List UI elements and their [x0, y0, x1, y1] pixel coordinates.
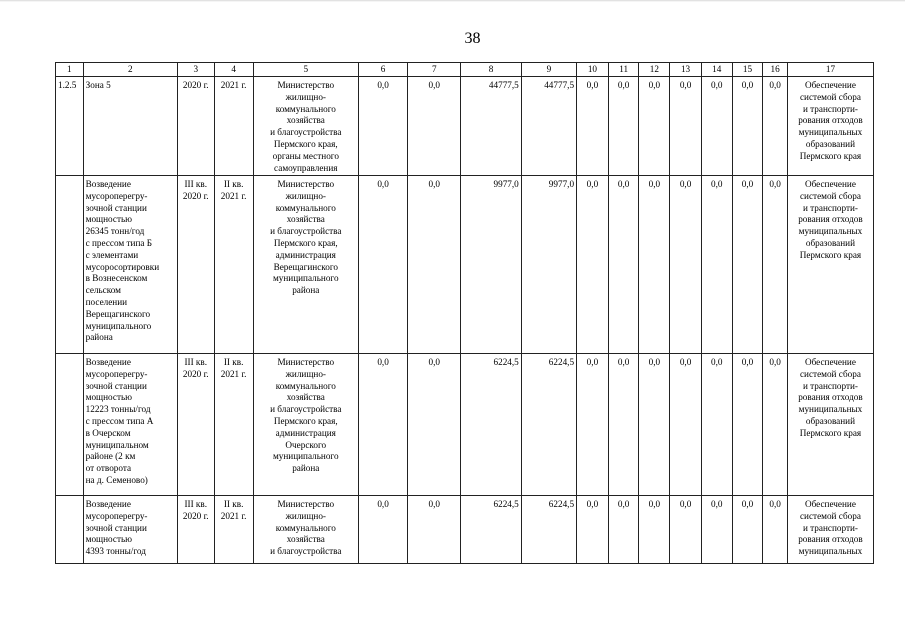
column-header: 11	[608, 63, 639, 77]
activity-name-cell: Зона 5	[83, 77, 177, 176]
value-cell: 0,0	[608, 354, 639, 496]
column-number-row	[56, 63, 874, 77]
value-cell: 0,0	[577, 496, 609, 564]
value-cell: 9977,0	[461, 176, 521, 354]
value-cell: 9977,0	[521, 176, 576, 354]
item-number-cell	[56, 176, 84, 354]
value-cell: 0,0	[670, 77, 702, 176]
column-header: 2	[83, 63, 177, 77]
value-cell: 0,0	[359, 496, 408, 564]
value-cell: 0,0	[701, 354, 732, 496]
start-date-cell: 2020 г.	[177, 77, 214, 176]
value-cell: 0,0	[670, 354, 702, 496]
result-cell: Обеспечение системой сбора и транспорти- рования отходов муниципальных образований Пермского края	[787, 354, 873, 496]
column-header: 6	[359, 63, 408, 77]
activity-name-cell: Возведение мусороперегру- зочной станции мощностью 12223 тонны/год с прессом типа А в Очерском муниципальном районе (2 км от отворота на д. Семеново)	[83, 354, 177, 496]
value-cell: 0,0	[763, 77, 788, 176]
column-header: 7	[408, 63, 461, 77]
value-cell: 0,0	[763, 176, 788, 354]
end-date-cell: 2021 г.	[214, 77, 253, 176]
value-cell: 0,0	[732, 176, 763, 354]
value-cell: 6224,5	[521, 496, 576, 564]
executor-cell: Министерство жилищно- коммунального хозяйства и благоустройства Пермского края, администрация Очерского муниципального района	[253, 354, 358, 496]
value-cell: 0,0	[701, 77, 732, 176]
value-cell: 0,0	[608, 176, 639, 354]
end-date-cell: II кв. 2021 г.	[214, 176, 253, 354]
value-cell: 0,0	[732, 77, 763, 176]
item-number-cell: 1.2.5	[56, 77, 84, 176]
value-cell: 0,0	[608, 77, 639, 176]
value-cell: 0,0	[732, 496, 763, 564]
value-cell: 0,0	[701, 176, 732, 354]
value-cell: 0,0	[408, 77, 461, 176]
executor-cell: Министерство жилищно- коммунального хозяйства и благоустройства Пермского края, органы местного самоуправления	[253, 77, 358, 176]
value-cell: 6224,5	[461, 354, 521, 496]
start-date-cell: III кв. 2020 г.	[177, 354, 214, 496]
table-row	[56, 176, 874, 354]
table-row	[56, 77, 874, 176]
value-cell: 0,0	[732, 354, 763, 496]
value-cell: 0,0	[577, 354, 609, 496]
column-header: 12	[639, 63, 670, 77]
value-cell: 0,0	[639, 354, 670, 496]
column-header: 17	[787, 63, 873, 77]
column-header: 16	[763, 63, 788, 77]
value-cell: 6224,5	[461, 496, 521, 564]
start-date-cell: III кв. 2020 г.	[177, 176, 214, 354]
page-number: 38	[464, 30, 481, 47]
column-header: 3	[177, 63, 214, 77]
value-cell: 0,0	[670, 496, 702, 564]
column-header: 13	[670, 63, 702, 77]
start-date-cell: III кв. 2020 г.	[177, 496, 214, 564]
column-header: 8	[461, 63, 521, 77]
executor-cell: Министерство жилищно- коммунального хозяйства и благоустройства	[253, 496, 358, 564]
activity-name-cell: Возведение мусороперегру- зочной станции мощностью 26345 тонн/год с прессом типа Б с элементами мусоросортировки в Вознесенском сельском поселении Верещагинского муниципального района	[83, 176, 177, 354]
item-number-cell	[56, 496, 84, 564]
column-header: 4	[214, 63, 253, 77]
value-cell: 0,0	[639, 77, 670, 176]
column-header: 10	[577, 63, 609, 77]
column-header: 9	[521, 63, 576, 77]
value-cell: 0,0	[359, 77, 408, 176]
value-cell: 0,0	[359, 354, 408, 496]
value-cell: 44777,5	[461, 77, 521, 176]
value-cell: 0,0	[639, 496, 670, 564]
column-header: 15	[732, 63, 763, 77]
result-cell: Обеспечение системой сбора и транспорти- рования отходов муниципальных образований Пермского края	[787, 77, 873, 176]
value-cell: 0,0	[408, 496, 461, 564]
program-table	[55, 62, 874, 564]
value-cell: 0,0	[701, 496, 732, 564]
scan-edge	[0, 0, 905, 2]
column-header: 14	[701, 63, 732, 77]
value-cell: 0,0	[670, 176, 702, 354]
value-cell: 0,0	[763, 354, 788, 496]
executor-cell: Министерство жилищно- коммунального хозяйства и благоустройства Пермского края, администрация Верещагинского муниципального района	[253, 176, 358, 354]
value-cell: 0,0	[577, 77, 609, 176]
value-cell: 44777,5	[521, 77, 576, 176]
table-row	[56, 496, 874, 564]
value-cell: 0,0	[639, 176, 670, 354]
value-cell: 0,0	[577, 176, 609, 354]
value-cell: 0,0	[608, 496, 639, 564]
result-cell: Обеспечение системой сбора и транспорти- рования отходов муниципальных	[787, 496, 873, 564]
end-date-cell: II кв. 2021 г.	[214, 354, 253, 496]
value-cell: 0,0	[408, 354, 461, 496]
value-cell: 0,0	[763, 496, 788, 564]
activity-name-cell: Возведение мусороперегру- зочной станции мощностью 4393 тонны/год	[83, 496, 177, 564]
item-number-cell	[56, 354, 84, 496]
end-date-cell: II кв. 2021 г.	[214, 496, 253, 564]
value-cell: 6224,5	[521, 354, 576, 496]
result-cell: Обеспечение системой сбора и транспорти- рования отходов муниципальных образований Пермского края	[787, 176, 873, 354]
value-cell: 0,0	[359, 176, 408, 354]
value-cell: 0,0	[408, 176, 461, 354]
column-header: 1	[56, 63, 84, 77]
column-header: 5	[253, 63, 358, 77]
table-row	[56, 354, 874, 496]
